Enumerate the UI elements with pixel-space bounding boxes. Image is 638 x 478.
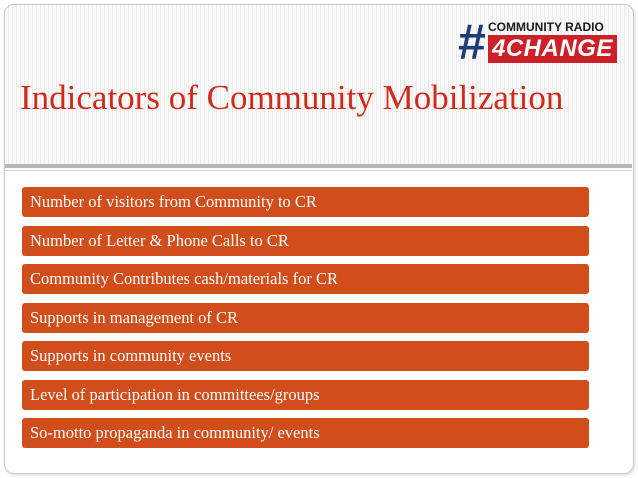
indicator-label: Community Contributes cash/materials for CR: [30, 269, 338, 288]
indicator-item: [22, 418, 589, 448]
header-divider-thin: [5, 170, 632, 171]
logo-top-text: COMMUNITY RADIO: [488, 20, 604, 34]
indicator-label: Number of Letter & Phone Calls to CR: [30, 230, 289, 250]
slide-title: Indicators of Community Mobilization: [20, 78, 564, 117]
indicator-label: Supports in management of CR: [30, 307, 239, 327]
indicator-item: [22, 264, 589, 294]
indicator-item: [22, 187, 589, 217]
community-radio-4change-logo: [458, 14, 614, 70]
indicator-item: [22, 380, 589, 410]
indicator-label: So-motto propaganda in community/ events: [30, 423, 320, 442]
logo-bottom-text: 4CHANGE: [488, 35, 617, 63]
indicator-label: Level of participation in committees/groups: [30, 384, 320, 404]
indicator-label: Number of visitors from Community to CR: [30, 192, 317, 211]
logo-hash: #: [458, 14, 486, 70]
indicator-item: [22, 303, 589, 333]
indicator-item: [22, 341, 589, 371]
header-divider: [5, 164, 632, 168]
indicator-list: [22, 187, 589, 457]
indicator-label: Supports in community events: [30, 346, 232, 365]
indicator-item: [22, 226, 589, 256]
